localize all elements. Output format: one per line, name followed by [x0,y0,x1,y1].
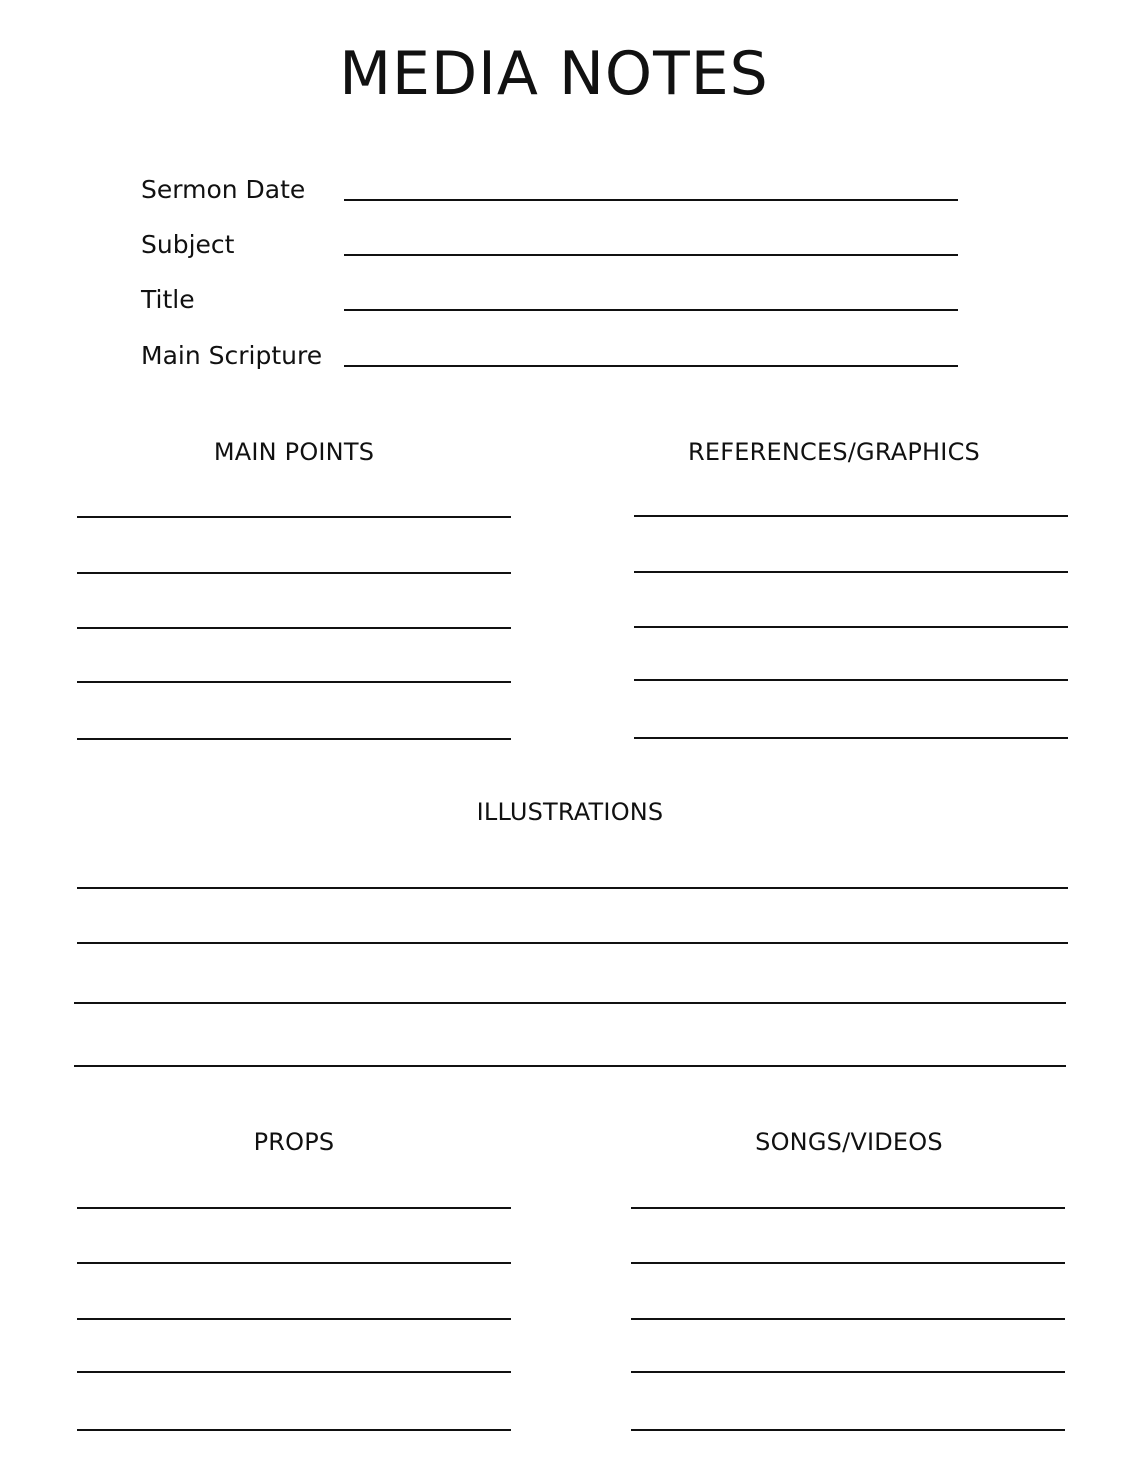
references-graphics-line[interactable] [634,679,1068,681]
page-title: MEDIA NOTES [339,39,769,109]
references-graphics-heading: REFERENCES/GRAPHICS [688,438,980,466]
props-line[interactable] [77,1262,511,1264]
main-points-line[interactable] [77,516,511,518]
songs-videos-line[interactable] [631,1429,1065,1431]
subject-field[interactable] [344,254,958,256]
songs-videos-line[interactable] [631,1262,1065,1264]
songs-videos-line[interactable] [631,1207,1065,1209]
references-graphics-line[interactable] [634,515,1068,517]
props-line[interactable] [77,1371,511,1373]
main-points-heading: MAIN POINTS [213,438,375,466]
main-scripture-field[interactable] [344,365,958,367]
illustrations-line[interactable] [74,1065,1066,1067]
title-field[interactable] [344,309,958,311]
references-graphics-line[interactable] [634,737,1068,739]
props-line[interactable] [77,1318,511,1320]
illustrations-line[interactable] [77,942,1068,944]
sermon-date-label: Sermon Date [141,175,306,204]
title-label: Title [141,285,195,314]
main-points-line[interactable] [77,572,511,574]
illustrations-line[interactable] [74,1002,1066,1004]
props-heading: PROPS [253,1128,335,1156]
references-graphics-line[interactable] [634,571,1068,573]
subject-label: Subject [141,230,235,259]
songs-videos-line[interactable] [631,1371,1065,1373]
main-scripture-label: Main Scripture [141,341,323,370]
main-points-line[interactable] [77,738,511,740]
songs-videos-heading: SONGS/VIDEOS [755,1128,943,1156]
props-line[interactable] [77,1429,511,1431]
main-points-line[interactable] [77,627,511,629]
props-line[interactable] [77,1207,511,1209]
songs-videos-line[interactable] [631,1318,1065,1320]
references-graphics-line[interactable] [634,626,1068,628]
illustrations-heading: ILLUSTRATIONS [476,798,664,826]
sermon-date-field[interactable] [344,199,958,201]
illustrations-line[interactable] [77,887,1068,889]
main-points-line[interactable] [77,681,511,683]
